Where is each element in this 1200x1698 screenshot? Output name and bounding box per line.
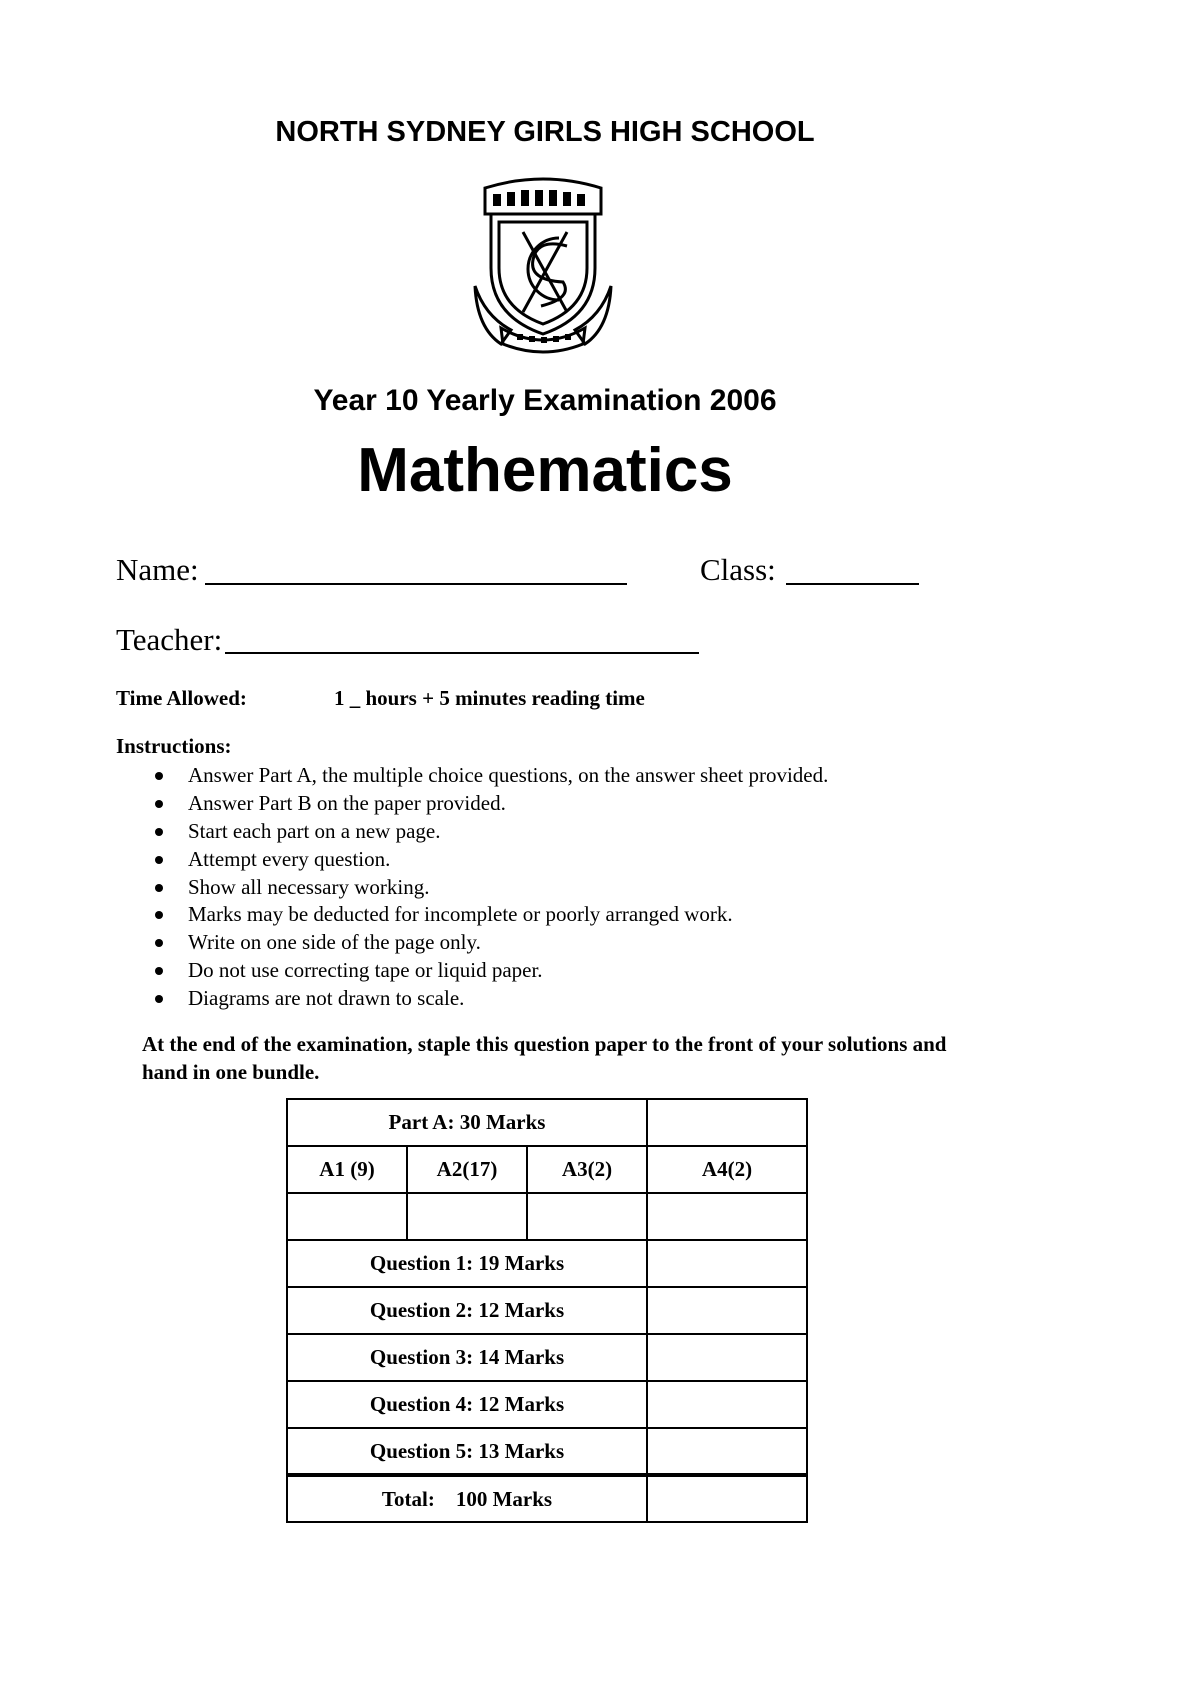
bullet-icon (155, 884, 163, 892)
list-item: Marks may be deducted for incomplete or poorly arranged work. (150, 901, 828, 929)
table-row (287, 1099, 807, 1146)
a2-header: A2(17) (407, 1146, 527, 1193)
table-row (287, 1428, 807, 1475)
part-a-score-cell (647, 1099, 807, 1146)
a2-score-cell (407, 1193, 527, 1240)
list-item: Do not use correcting tape or liquid paper. (150, 957, 828, 985)
table-row (287, 1287, 807, 1334)
subject-title: Mathematics (357, 436, 733, 505)
bullet-icon (155, 828, 163, 836)
a3-header: A3(2) (527, 1146, 647, 1193)
bullet-icon (155, 772, 163, 780)
instructions-list (150, 762, 828, 1013)
a1-header: A1 (9) (287, 1146, 407, 1193)
bullet-icon (155, 911, 163, 919)
name-field[interactable] (205, 583, 627, 585)
list-item: Diagrams are not drawn to scale. (150, 985, 828, 1013)
question-5-score-cell (647, 1428, 807, 1475)
table-row (287, 1381, 807, 1428)
total-label: Total: 100 Marks (287, 1475, 647, 1522)
question-4-score-cell (647, 1381, 807, 1428)
school-name: NORTH SYDNEY GIRLS HIGH SCHOOL (275, 116, 815, 148)
a4-score-cell (647, 1193, 807, 1240)
list-item: Answer Part A, the multiple choice questions, on the answer sheet provided. (150, 762, 828, 790)
question-1-label: Question 1: 19 Marks (287, 1240, 647, 1287)
teacher-field[interactable] (225, 652, 699, 654)
a1-score-cell (287, 1193, 407, 1240)
question-4-label: Question 4: 12 Marks (287, 1381, 647, 1428)
table-row (287, 1475, 807, 1522)
marks-table (286, 1098, 808, 1523)
total-score-cell (647, 1475, 807, 1522)
time-label: Time Allowed: (116, 686, 247, 710)
bullet-icon (155, 856, 163, 864)
bullet-icon (155, 995, 163, 1003)
school-crest-icon (471, 168, 615, 354)
part-a-header: Part A: 30 Marks (287, 1099, 647, 1146)
table-row (287, 1240, 807, 1287)
list-item: Start each part on a new page. (150, 818, 828, 846)
exam-title: Year 10 Yearly Examination 2006 (313, 384, 777, 417)
class-field[interactable] (786, 583, 919, 585)
question-2-score-cell (647, 1287, 807, 1334)
question-5-label: Question 5: 13 Marks (287, 1428, 647, 1475)
teacher-label: Teacher: (116, 622, 223, 657)
table-row (287, 1334, 807, 1381)
bullet-icon (155, 800, 163, 808)
table-row (287, 1146, 807, 1193)
name-label: Name: (116, 552, 199, 587)
table-row (287, 1193, 807, 1240)
class-label: Class: (700, 552, 776, 587)
list-item: Answer Part B on the paper provided. (150, 790, 828, 818)
question-2-label: Question 2: 12 Marks (287, 1287, 647, 1334)
instructions-heading: Instructions: (116, 734, 232, 758)
bullet-icon (155, 939, 163, 947)
question-3-label: Question 3: 14 Marks (287, 1334, 647, 1381)
list-item: Write on one side of the page only. (150, 929, 828, 957)
question-1-score-cell (647, 1240, 807, 1287)
a4-header: A4(2) (647, 1146, 807, 1193)
question-3-score-cell (647, 1334, 807, 1381)
time-value: 1 _ hours + 5 minutes reading time (334, 686, 645, 710)
a3-score-cell (527, 1193, 647, 1240)
list-item: Attempt every question. (150, 846, 828, 874)
bullet-icon (155, 967, 163, 975)
list-item: Show all necessary working. (150, 874, 828, 902)
closing-instruction: At the end of the examination, staple this question paper to the front of your solutions and hand in one bundle. (142, 1032, 947, 1084)
